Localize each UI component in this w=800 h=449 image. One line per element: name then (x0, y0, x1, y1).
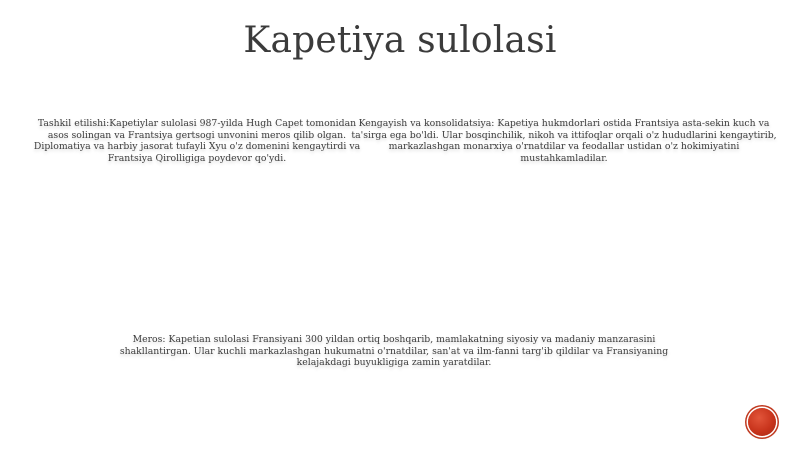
text-block-expansion: Kengayish va konsolidatsiya: Kapetiya hukmdorlari ostida Frantsiya asta-sekin kuch va ta'sirga ega bo'ldi. Ular bosqinchilik, nikoh va ittifoqlar orqali o'z hududlarini kengaytirib, markazlashgan monarxiya o'rnatdilar va feodallar ustidan o'z hokimiyatini mustahkamladilar. (351, 118, 777, 164)
text-block-legacy: Meros: Kapetian sulolasi Fransiyani 300 yildan ortiq boshqarib, mamlakatning siyosiy va madaniy manzarasini shakllantirgan. Ular kuchli markazlashgan hukumatni o'rnatdilar, san'at va ilm-fanni targ'ib qildilar va Fransiyaning kelajakdagi buyukligiga zamin yaratdilar. (119, 334, 669, 369)
circle-button-icon[interactable] (748, 408, 776, 436)
slide-title: Kapetiya sulolasi (243, 20, 557, 61)
text-block-foundation: Tashkil etilishi:Kapetiylar sulolasi 987-yilda Hugh Capet tomonidan asos solingan va Frantsiya gertsogi unvonini meros qilib olgan. Diplomatiya va harbiy jasorat tufayli Xyu o'z domenini kengaytirdi va Frantsiya Qirolligiga poydevor qo'ydi. (33, 118, 361, 164)
